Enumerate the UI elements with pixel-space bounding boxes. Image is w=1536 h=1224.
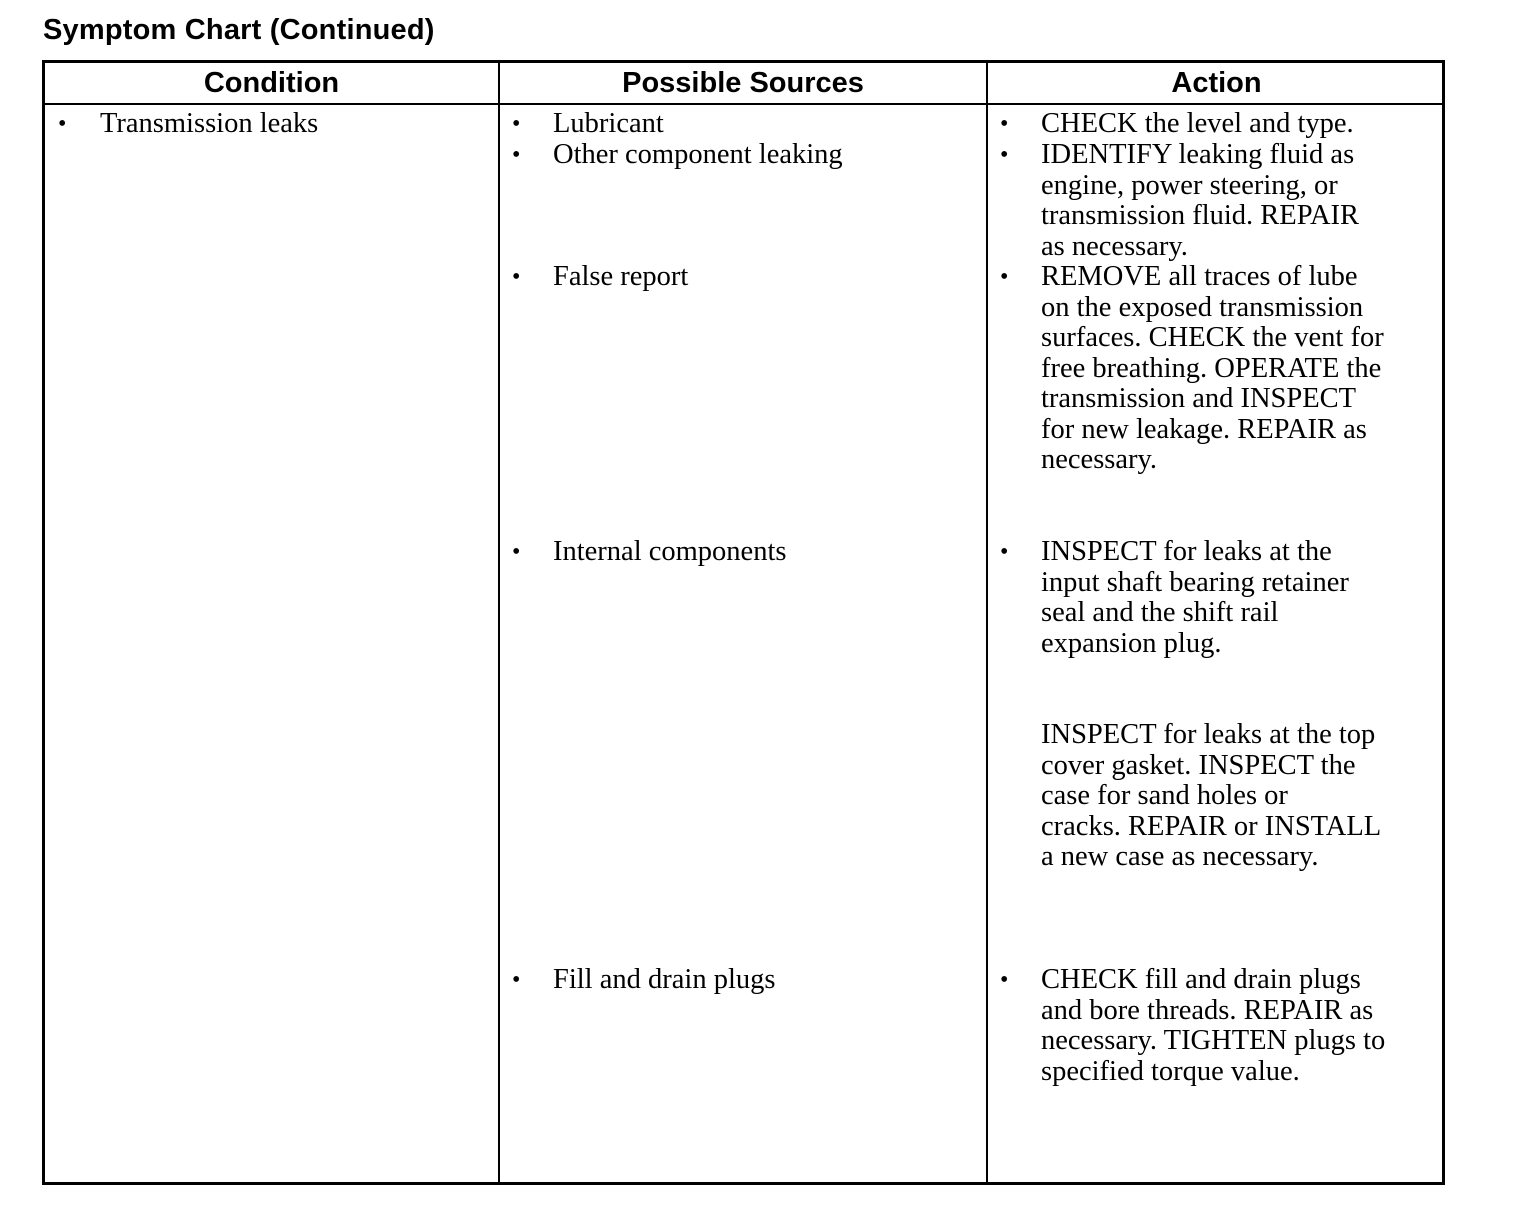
source-item: False report [553, 261, 689, 292]
action-item: CHECK fill and drain plugs and bore threads. REPAIR as necessary. TIGHTEN plugs to specified torque value. [1041, 964, 1386, 1087]
bullet: • [1000, 967, 1009, 993]
header-possible-sources: Possible Sources [622, 67, 864, 99]
action-item: IDENTIFY leaking fluid as engine, power steering, or transmission fluid. REPAIR as necessary. [1041, 139, 1360, 262]
bullet: • [512, 967, 521, 993]
action-item: CHECK the level and type. [1041, 108, 1354, 139]
source-item: Other component leaking [553, 139, 843, 170]
source-item: Internal components [553, 536, 787, 567]
bullet: • [512, 539, 521, 565]
condition-text: Transmission leaks [100, 108, 319, 139]
action-item: INSPECT for leaks at the top cover gasket. INSPECT the case for sand holes or cracks. REPAIR or INSTALL a new case as necessary. [1041, 719, 1382, 872]
action-item: INSPECT for leaks at the input shaft bearing retainer seal and the shift rail expansion plug. [1041, 536, 1349, 659]
chart-title: Symptom Chart (Continued) [43, 14, 435, 46]
column-divider [986, 63, 988, 1182]
source-item: Fill and drain plugs [553, 964, 776, 995]
header-divider [45, 103, 1442, 105]
action-item: REMOVE all traces of lube on the exposed transmission surfaces. CHECK the vent for free breathing. OPERATE the transmission and INSPECT for new leakage. REPAIR as necessary. [1041, 261, 1384, 475]
bullet: • [512, 111, 521, 137]
bullet: • [58, 111, 67, 137]
bullet: • [1000, 142, 1009, 168]
column-divider [498, 63, 500, 1182]
bullet: • [1000, 539, 1009, 565]
bullet: • [512, 142, 521, 168]
bullet: • [1000, 111, 1009, 137]
source-item: Lubricant [553, 108, 664, 139]
bullet: • [1000, 264, 1009, 290]
header-condition: Condition [203, 67, 340, 99]
bullet: • [512, 264, 521, 290]
header-action: Action [1171, 67, 1262, 99]
